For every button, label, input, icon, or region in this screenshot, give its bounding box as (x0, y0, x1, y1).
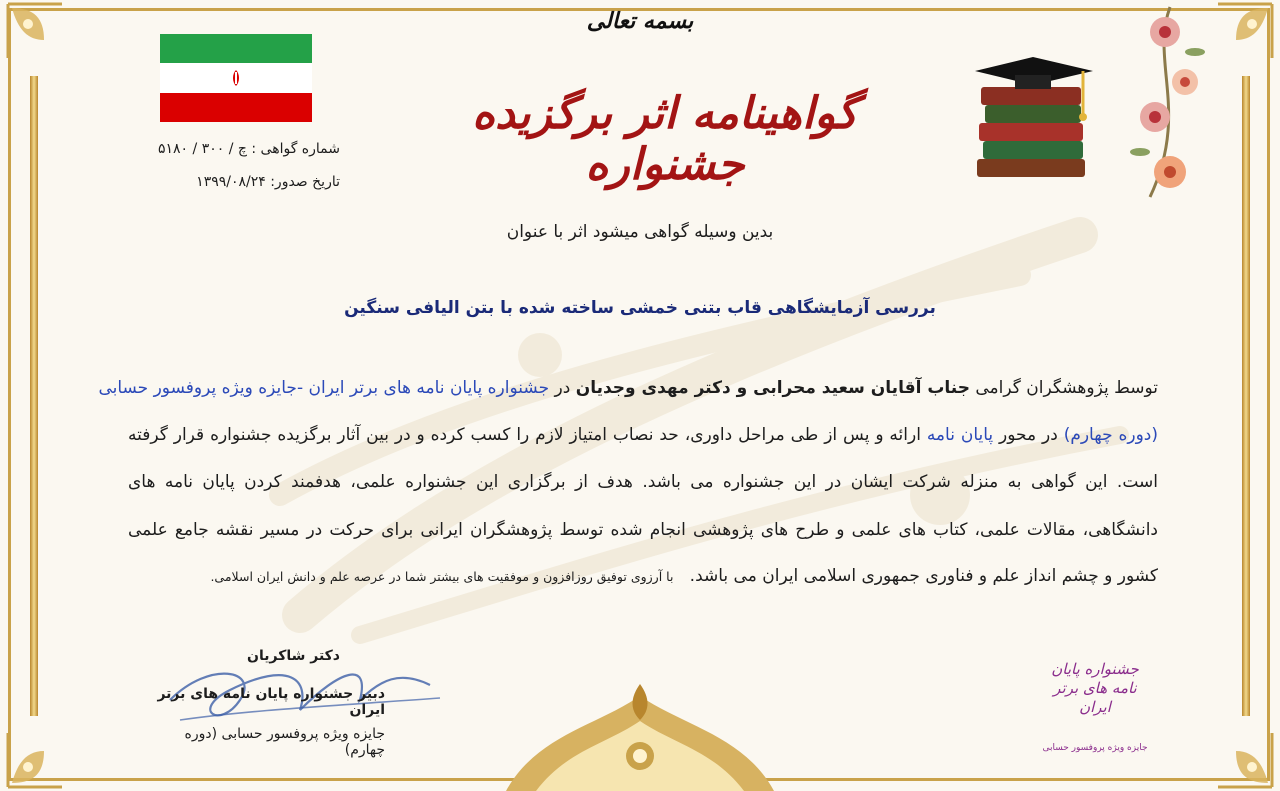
certificate-title: گواهینامه اثر برگزیده جشنواره (472, 88, 858, 190)
graduation-books-icon (965, 55, 1100, 187)
issue-date: تاریخ صدور: ۱۳۹۹/۰۸/۲۴ (196, 174, 340, 190)
closing-wish: با آرزوی توفیق روزافزون و موفقیت های بیشتر شما در عرصه علم و دانش ایران اسلامی. (210, 569, 674, 584)
body-line-3: است. این گواهی به منزله شرکت ایشان در این جشنواره می باشد. هدف از برگزاری این جشنواره علمی، هدفمند کردن پایان نامه های (128, 472, 1158, 492)
body-line-5 (128, 566, 1158, 586)
body-text: توسط پژوهشگران گرامی (969, 378, 1158, 398)
body-line-1 (98, 378, 1158, 398)
corner-ornament-bottom-left (4, 729, 66, 791)
signatory-name: دکتر شاکریان (247, 648, 340, 664)
festival-name: جشنواره پایان نامه های برتر ایران -جایزه ویژه پروفسور حسابی (98, 378, 550, 398)
iran-flag (160, 34, 312, 122)
body-text: ارائه و پس از طی مراحل داوری، حد نصاب امتیاز لازم را کسب کرده و در بین آثار برگزیده جشنواره قرار گرفته (128, 425, 927, 445)
festival-logo-title: جشنواره پایان نامه های برتر ایران (1051, 660, 1139, 716)
flower-decoration (1110, 2, 1220, 202)
bismillah-heading: بسمه تعالی (586, 8, 694, 34)
thesis-title: بررسی آزمایشگاهی قاب بتنی خمشی ساخته شده با بتن الیافی سنگین (344, 298, 936, 318)
festival-logo-subtitle: جایزه ویژه پروفسور حسابی (1042, 743, 1148, 753)
body-text: در محور (993, 425, 1064, 445)
festival-edition: (دوره چهارم) (1063, 425, 1159, 445)
right-gold-bar (1242, 76, 1250, 716)
left-gold-bar (30, 76, 38, 716)
researchers-names: جناب آقایان سعید محرابی و دکتر مهدی وجدیان (575, 378, 970, 398)
certificate-number: شماره گواهی : چ / ۳۰۰ / ۵۱۸۰ (157, 141, 340, 157)
bottom-center-ornament (496, 676, 784, 791)
corner-ornament-top-right (1214, 0, 1276, 62)
flag-emblem-icon (226, 68, 246, 88)
body-text: کشور و چشم انداز علم و فناوری جمهوری اسلامی ایران می باشد. (689, 566, 1158, 586)
corner-ornament-top-left (4, 0, 66, 62)
body-text: در (549, 378, 576, 398)
body-line-2 (128, 425, 1158, 445)
intro-text: بدین وسیله گواهی میشود اثر با عنوان (506, 222, 774, 242)
signatory-role: دبیر جشنواره پایان نامه های برتر ایران (157, 686, 385, 718)
signatory-role-sub: جایزه ویژه پروفسور حسابی (دوره چهارم) (184, 726, 385, 758)
body-line-4: دانشگاهی، مقالات علمی، کتاب های علمی و طرح های پژوهشی انجام شده توسط پژوهشگران ایرانی برای حرکت در مسیر نقشه جامع علمی (128, 520, 1158, 540)
category-name: پایان نامه (926, 425, 994, 445)
corner-ornament-bottom-right (1214, 729, 1276, 791)
